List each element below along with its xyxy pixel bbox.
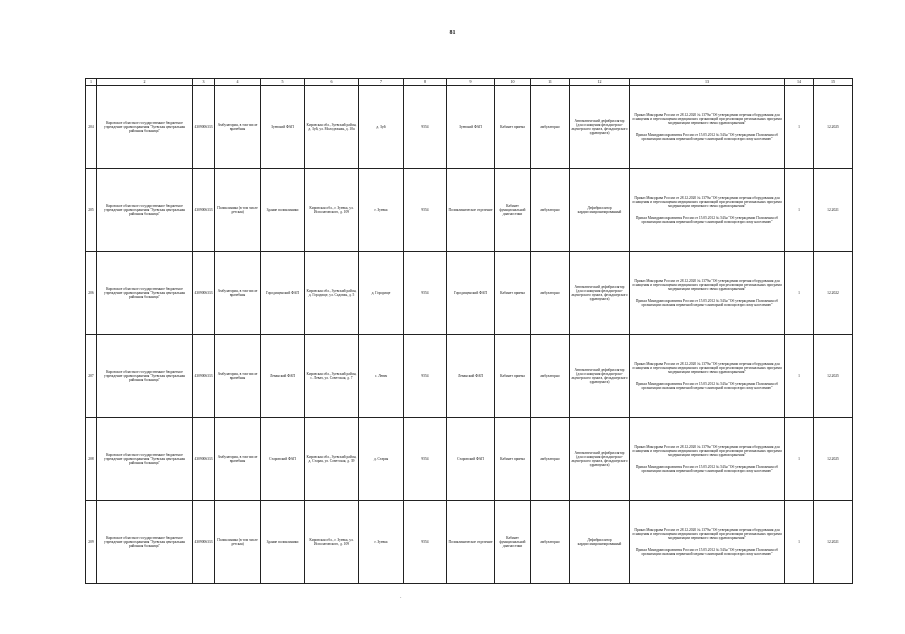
care-mode: амбулаторно — [531, 335, 570, 418]
facility-category: Амбулатория, в том числе врачебная — [215, 252, 261, 335]
population-count: 9554 — [404, 252, 447, 335]
address: Кировская обл., Зуевский район, д. Городище, ул. Садовая, д. 5 — [305, 252, 359, 335]
quantity: 1 — [785, 252, 814, 335]
locality: г. Зуевка — [359, 501, 404, 584]
address: Кировская обл., Зуевский район, д. Зуй, ул. Молодежная, д. 10а — [305, 86, 359, 169]
col-header: 9 — [447, 79, 495, 86]
locality: д. Городище — [359, 252, 404, 335]
care-mode: амбулаторно — [531, 418, 570, 501]
legal-basis-order-543: Приказ Минздравсоцразвития России от 15.05.2012 № 543н "Об утверждении Положения об организации оказания первичной медико-санитарной помощи взрослому населению" — [635, 381, 779, 390]
legal-basis-order-543: Приказ Минздравсоцразвития России от 15.05.2012 № 543н "Об утверждении Положения об организации оказания первичной медико-санитарной помощи взрослому населению" — [635, 298, 779, 307]
locality: д. Зуй — [359, 86, 404, 169]
col-header: 6 — [305, 79, 359, 86]
table-row — [86, 169, 853, 252]
table-row — [86, 418, 853, 501]
facility-category: Амбулатория, в том числе врачебная — [215, 86, 261, 169]
address: Кировская обл., г. Зуевка, ул. Исполатовского, д. 109 — [305, 169, 359, 252]
deadline-date: 12.2025 — [814, 335, 853, 418]
col-header: 4 — [215, 79, 261, 86]
row-number: 204 — [86, 86, 97, 169]
facility-category: Амбулатория, в том числе врачебная — [215, 335, 261, 418]
locality: с. Левач — [359, 335, 404, 418]
legal-basis — [630, 335, 785, 418]
subdivision: Зуевский ФАП — [447, 86, 495, 169]
col-header: 10 — [495, 79, 531, 86]
quantity: 1 — [785, 169, 814, 252]
legal-basis — [630, 86, 785, 169]
room: Кабинет приема — [495, 418, 531, 501]
organization-name: Кировское областное государственное бюджетное учреждение здравоохранения "Зуевская центральная районная больница" — [97, 335, 193, 418]
organization-name: Кировское областное государственное бюджетное учреждение здравоохранения "Зуевская центральная районная больница" — [97, 418, 193, 501]
equipment-name: Автоматический дефибриллятор (для оснащения фельдшерско-акушерского пункта, фельдшерского здравпункта) — [570, 335, 630, 418]
deadline-date: 12.2022 — [814, 252, 853, 335]
col-header: 5 — [261, 79, 305, 86]
subdivision: Поликлиническое отделение — [447, 501, 495, 584]
legal-basis-order-543: Приказ Минздравсоцразвития России от 15.05.2012 № 543н "Об утверждении Положения об организации оказания первичной медико-санитарной помощи взрослому населению" — [635, 132, 779, 141]
locality: г. Зуевка — [359, 169, 404, 252]
legal-basis — [630, 418, 785, 501]
legal-basis-order-1379: Приказ Минздрава России от 28.12.2020 № 1379н "Об утверждении перечня оборудования для оснащения и переоснащения медицинских организаций при реализации региональных программ модернизации первичного звена здравоохранения" — [632, 528, 782, 541]
care-mode: амбулаторно — [531, 86, 570, 169]
room: Кабинет приема — [495, 335, 531, 418]
room: Кабинет приема — [495, 86, 531, 169]
organization-code: 4309006333 — [193, 252, 215, 335]
page-number: 81 — [449, 30, 456, 36]
equipment-table — [85, 78, 853, 584]
legal-basis-order-543: Приказ Минздравсоцразвития России от 15.05.2012 № 543н "Об утверждении Положения об организации оказания первичной медико-санитарной помощи взрослому населению" — [635, 215, 779, 224]
organization-code: 4309006333 — [193, 501, 215, 584]
facility-category: Поликлиника (в том числе детская) — [215, 501, 261, 584]
table-row — [86, 252, 853, 335]
col-header: 14 — [785, 79, 814, 86]
locality: д. Старая — [359, 418, 404, 501]
equipment-name: Автоматический дефибриллятор (для оснащения фельдшерско-акушерского пункта, фельдшерского здравпункта) — [570, 418, 630, 501]
legal-basis-order-1379: Приказ Минздрава России от 28.12.2020 № 1379н "Об утверждении перечня оборудования для оснащения и переоснащения медицинских организаций при реализации региональных программ модернизации первичного звена здравоохранения" — [632, 196, 782, 209]
equipment-name: Автоматический дефибриллятор (для оснащения фельдшерско-акушерского пункта, фельдшерского здравпункта) — [570, 86, 630, 169]
row-number: 205 — [86, 169, 97, 252]
col-header: 2 — [97, 79, 193, 86]
equipment-name: Дефибриллятор кардиосинхронизированный — [570, 501, 630, 584]
unit-name: Зуевский ФАП — [261, 86, 305, 169]
row-number: 207 — [86, 335, 97, 418]
subdivision: Поликлиническое отделение — [447, 169, 495, 252]
room: Кабинет функциональной диагностики — [495, 501, 531, 584]
row-number: 209 — [86, 501, 97, 584]
unit-name: Леванский ФАП — [261, 335, 305, 418]
col-header: 3 — [193, 79, 215, 86]
col-header: 15 — [814, 79, 853, 86]
room: Кабинет приема — [495, 252, 531, 335]
address: Кировская обл., г. Зуевка, ул. Исполатовского, д. 109 — [305, 501, 359, 584]
legal-basis-order-543: Приказ Минздравсоцразвития России от 15.05.2012 № 543н "Об утверждении Положения об организации оказания первичной медико-санитарной помощи взрослому населению" — [635, 464, 779, 473]
column-number-row — [86, 79, 853, 86]
deadline-date: 12.2025 — [814, 86, 853, 169]
subdivision: Леванский ФАП — [447, 335, 495, 418]
quantity: 1 — [785, 501, 814, 584]
population-count: 9554 — [404, 86, 447, 169]
organization-code: 4309006333 — [193, 418, 215, 501]
organization-code: 4309006333 — [193, 169, 215, 252]
quantity: 1 — [785, 335, 814, 418]
deadline-date: 12.2025 — [814, 418, 853, 501]
unit-name: Здание поликлиники — [261, 169, 305, 252]
row-number: 208 — [86, 418, 97, 501]
subdivision: Старовский ФАП — [447, 418, 495, 501]
col-header: 8 — [404, 79, 447, 86]
deadline-date: 12.2021 — [814, 169, 853, 252]
legal-basis — [630, 252, 785, 335]
quantity: 1 — [785, 86, 814, 169]
unit-name: Старовский ФАП — [261, 418, 305, 501]
care-mode: амбулаторно — [531, 501, 570, 584]
legal-basis-order-1379: Приказ Минздрава России от 28.12.2020 № 1379н "Об утверждении перечня оборудования для оснащения и переоснащения медицинских организаций при реализации региональных программ модернизации первичного звена здравоохранения" — [632, 113, 782, 126]
facility-category: Амбулатория, в том числе врачебная — [215, 418, 261, 501]
address: Кировская обл., Зуевский район, с. Левач, ул. Советская, д. 7 — [305, 335, 359, 418]
organization-name: Кировское областное государственное бюджетное учреждение здравоохранения "Зуевская центральная районная больница" — [97, 252, 193, 335]
quantity: 1 — [785, 418, 814, 501]
population-count: 9554 — [404, 501, 447, 584]
room: Кабинет функциональной диагностики — [495, 169, 531, 252]
care-mode: амбулаторно — [531, 252, 570, 335]
organization-name: Кировское областное государственное бюджетное учреждение здравоохранения "Зуевская центральная районная больница" — [97, 86, 193, 169]
legal-basis-order-1379: Приказ Минздрава России от 28.12.2020 № 1379н "Об утверждении перечня оборудования для оснащения и переоснащения медицинских организаций при реализации региональных программ модернизации первичного звена здравоохранения" — [632, 445, 782, 458]
organization-name: Кировское областное государственное бюджетное учреждение здравоохранения "Зуевская центральная районная больница" — [97, 169, 193, 252]
legal-basis-order-543: Приказ Минздравсоцразвития России от 15.05.2012 № 543н "Об утверждении Положения об организации оказания первичной медико-санитарной помощи взрослому населению" — [635, 547, 779, 556]
legal-basis — [630, 169, 785, 252]
subdivision: Городищенский ФАП — [447, 252, 495, 335]
col-header: 13 — [630, 79, 785, 86]
equipment-name: Дефибриллятор кардиосинхронизированный — [570, 169, 630, 252]
population-count: 9554 — [404, 335, 447, 418]
col-header: 12 — [570, 79, 630, 86]
population-count: 9554 — [404, 418, 447, 501]
scan-speck: · — [400, 596, 402, 601]
col-header: 11 — [531, 79, 570, 86]
facility-category: Поликлиника (в том числе детская) — [215, 169, 261, 252]
equipment-name: Автоматический дефибриллятор (для оснащения фельдшерско-акушерского пункта, фельдшерского здравпункта) — [570, 252, 630, 335]
col-header: 1 — [86, 79, 97, 86]
col-header: 7 — [359, 79, 404, 86]
organization-code: 4309006333 — [193, 335, 215, 418]
legal-basis — [630, 501, 785, 584]
unit-name: Здание поликлиники — [261, 501, 305, 584]
deadline-date: 12.2021 — [814, 501, 853, 584]
row-number: 206 — [86, 252, 97, 335]
address: Кировская обл., Зуевский район, д. Старая, ул. Советская, д. 39 — [305, 418, 359, 501]
care-mode: амбулаторно — [531, 169, 570, 252]
table-row — [86, 335, 853, 418]
organization-code: 4309006333 — [193, 86, 215, 169]
legal-basis-order-1379: Приказ Минздрава России от 28.12.2020 № 1379н "Об утверждении перечня оборудования для оснащения и переоснащения медицинских организаций при реализации региональных программ модернизации первичного звена здравоохранения" — [632, 279, 782, 292]
unit-name: Городищенский ФАП — [261, 252, 305, 335]
table-row — [86, 501, 853, 584]
organization-name: Кировское областное государственное бюджетное учреждение здравоохранения "Зуевская центральная районная больница" — [97, 501, 193, 584]
legal-basis-order-1379: Приказ Минздрава России от 28.12.2020 № 1379н "Об утверждении перечня оборудования для оснащения и переоснащения медицинских организаций при реализации региональных программ модернизации первичного звена здравоохранения" — [632, 362, 782, 375]
population-count: 9554 — [404, 169, 447, 252]
table-row — [86, 86, 853, 169]
